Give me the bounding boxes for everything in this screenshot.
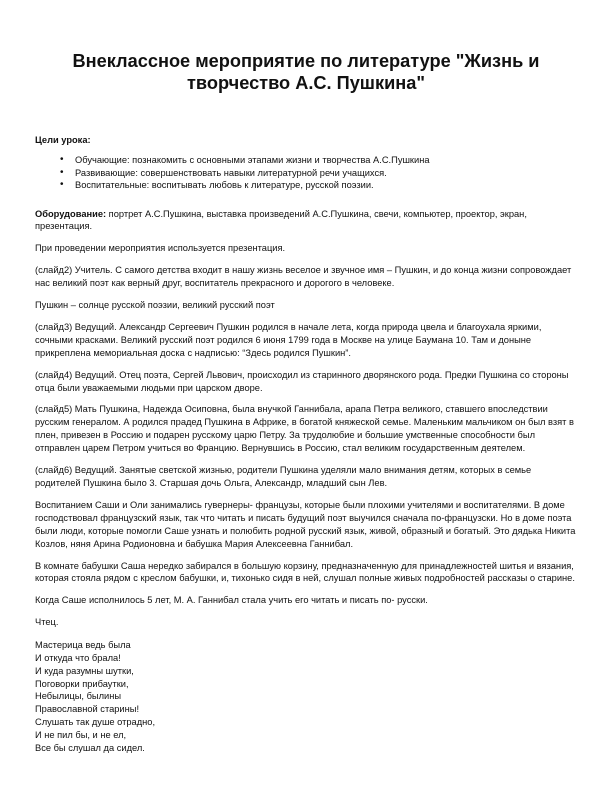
paragraph: Когда Саше исполнилось 5 лет, М. А. Ганнибал стала учить его читать и писать по- русски.: [35, 595, 428, 606]
goal-item: • Развивающие: совершенствовать навыки литературной речи учащихся.: [60, 167, 577, 180]
equipment-label: Оборудование:: [35, 208, 107, 219]
goal-item: • Обучающие: познакомить с основными этапами жизни и творчества А.С.Пушкина: [60, 154, 577, 167]
poem-line: Небылицы, былины: [35, 691, 122, 702]
poem-line: Мастерица ведь была: [35, 640, 131, 651]
poem-line: Слушать так душе отрадно,: [35, 716, 156, 727]
equipment-paragraph: [35, 208, 577, 234]
paragraph: (слайд5) Мать Пушкина, Надежда Осиповна, была внучкой Ганнибала, арапа Петра великого, ставшего впоследствии русским генералом. А родился прадед Пушкина в Африке, в богатой княжеской семье. Маленьким мальчиком он был взят в плен, привезен в Россию и подарен русскому царю Петру. За трудолюбие и большие умственные способности был отправлен царем Петром учиться во Францию. Вернувшись в Россию, стал великим государственным деятелем.: [35, 404, 574, 454]
paragraph: Пушкин – солнце русской поэзии, великий русский поэт: [35, 300, 275, 311]
poem-line: Православной старины!: [35, 704, 140, 715]
goal-item: • Воспитательные: воспитывать любовь к литературе, русской поэзии.: [60, 179, 577, 192]
paragraph: (слайд4) Ведущий. Отец поэта, Сергей Львович, происходил из старинного дворянского рода. Предки Пушкина со стороны отца были уважаемыми людьми при царском дворе.: [35, 369, 569, 393]
poem-line: Все бы слушал да сидел.: [35, 742, 145, 753]
goals-list: [35, 154, 577, 192]
paragraph: (слайд6) Ведущий. Занятые светской жизнью, родители Пушкина уделяли мало внимания детям, которых в семье родителей Пушкина было 3. Старшая дочь Ольга, Александр, младший сын Лев.: [35, 465, 532, 488]
paragraph: Чтец.: [35, 617, 59, 628]
poem: [35, 639, 577, 754]
poem-line: И откуда что брала!: [35, 652, 121, 663]
title-line-2: творчество А.С. Пушкина": [187, 73, 425, 93]
paragraph: (слайд2) Учитель. С самого детства входит в нашу жизнь веселое и звучное имя – Пушкин, и до конца жизни сопровождает нас великий поэт как верный друг, воспитатель прекрасного и дорогого в человеке.: [35, 265, 572, 289]
poem-line: И не пил бы, и не ел,: [35, 729, 127, 740]
poem-line: И куда разумны шутки,: [35, 665, 134, 676]
goals-label: Цели урока:: [35, 135, 91, 145]
paragraph: При проведении мероприятия используется презентация.: [35, 243, 286, 254]
paragraph: В комнате бабушки Саша нередко забирался в большую корзину, предназначенную для принадлежностей шитья и вязания, которая стояла рядом с креслом бабушки, и, тихонько сидя в ней, слушал полные живых подробностей рассказы о старине.: [35, 560, 575, 584]
paragraph: (слайд3) Ведущий. Александр Сергеевич Пушкин родился в начале лета, когда природа цвела и благоухала яркими, сочными красками. Великий русский поэт родился 6 июня 1799 года в Москве на улице Баумана 10. Там и доныне прикреплена мемориальная доска с надписью: “Здесь родился Пушкин”.: [35, 321, 542, 358]
page-title: [35, 0, 577, 94]
poem-line: Поговорки прибаутки,: [35, 678, 129, 689]
paragraph: Воспитанием Саши и Оли занимались гувернеры- французы, которые были плохими учителями и воспитателями. В доме господствовал французский язык, так что читать и писать будущий поэт выучился сначала по-французски. Но в доме поэта были люди, которые помогли Саше узнать и полюбить родной русский язык, живой, образный и богатый. Это дядька Никита Козлов, няня Арина Родионовна и бабушка Мария Алексеевна Ганнибал.: [35, 499, 576, 549]
equipment-text: портрет А.С.Пушкина, выставка произведений А.С.Пушкина, свечи, компьютер, проектор, экран, презентация.: [35, 208, 527, 232]
title-line-1: Внеклассное мероприятие по литературе "Жизнь и: [72, 51, 540, 71]
